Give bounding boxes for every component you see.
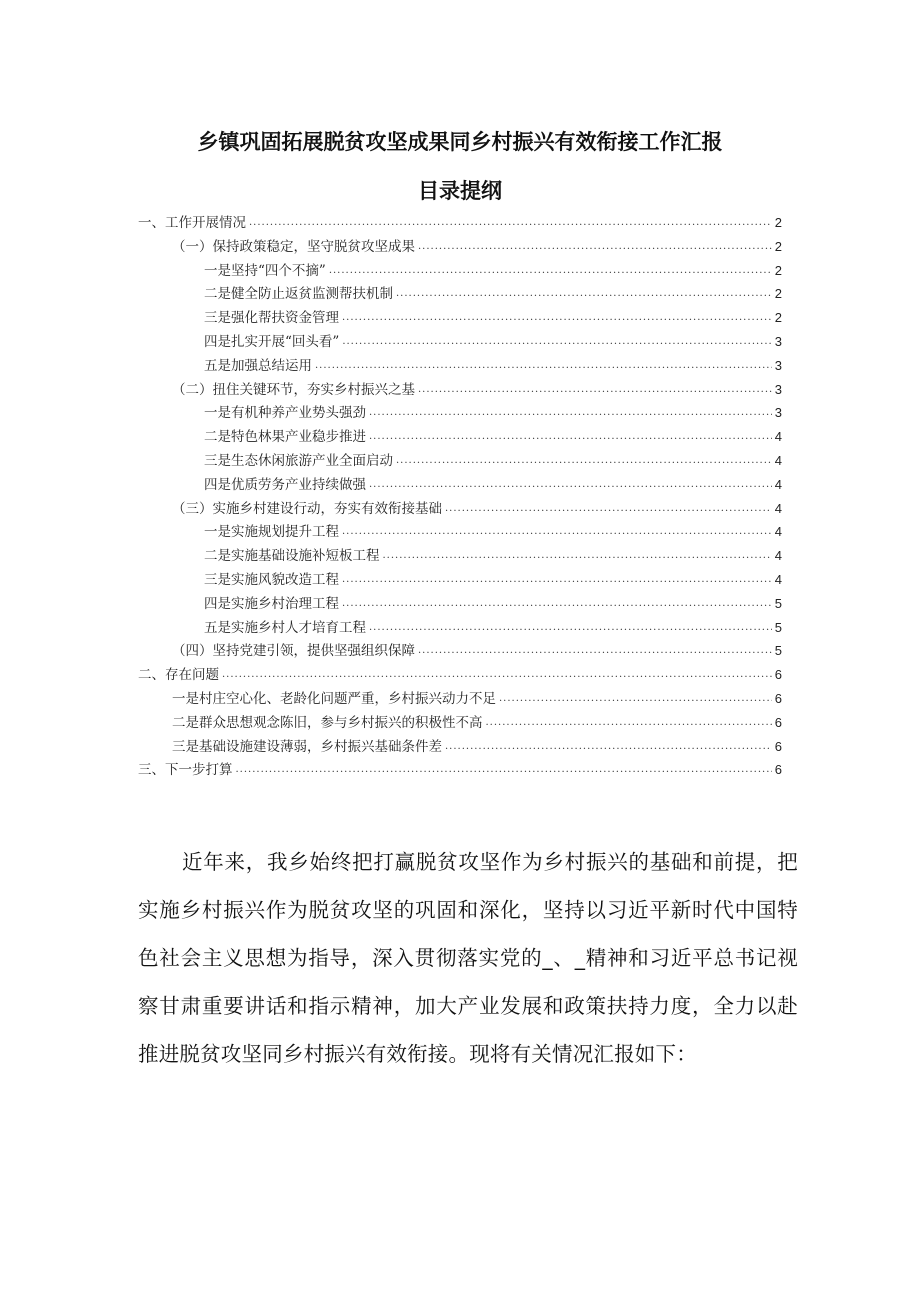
toc-entry-page-number: 2: [774, 238, 782, 254]
toc-leader-dots: [445, 739, 772, 755]
toc-entry[interactable]: [204, 569, 782, 591]
toc-entry-label: 二是实施基础设施补短板工程: [204, 548, 380, 565]
toc-leader-dots: [342, 310, 772, 326]
toc-entry[interactable]: [204, 474, 782, 496]
toc-leader-dots: [342, 524, 772, 540]
toc-leader-dots: [383, 548, 772, 564]
toc-entry[interactable]: [172, 640, 782, 662]
toc-entry-page-number: 3: [774, 405, 782, 421]
toc-entry[interactable]: [204, 283, 782, 305]
toc-leader-dots: [499, 691, 772, 707]
toc-entry-label: 三是基础设施建设薄弱，乡村振兴基础条件差: [172, 738, 442, 755]
toc-entry-label: 一是实施规划提升工程: [204, 524, 339, 541]
toc-entry[interactable]: [204, 331, 782, 353]
toc-entry[interactable]: [172, 236, 782, 258]
toc-entry-page-number: 4: [774, 476, 782, 492]
toc-entry-page-number: 5: [774, 619, 782, 635]
toc-entry-label: （三）实施乡村建设行动，夯实有效衔接基础: [172, 500, 442, 517]
toc-entry[interactable]: [204, 593, 782, 615]
toc-entry-page-number: 3: [774, 334, 782, 349]
toc-entry-page-number: 5: [774, 643, 782, 659]
toc-leader-dots: [396, 286, 772, 302]
toc-leader-dots: [396, 453, 772, 469]
toc-entry[interactable]: [204, 355, 782, 377]
toc-entry[interactable]: [204, 260, 782, 282]
toc-entry-label: 一、工作开展情况: [138, 215, 246, 231]
toc-entry-label: 四是扎实开展“回头看”: [204, 334, 340, 350]
toc-leader-dots: [249, 215, 772, 231]
toc-entry-page-number: 4: [774, 548, 782, 564]
toc-entry-page-number: 6: [774, 691, 782, 706]
toc-entry-label: 三是生态休闲旅游产业全面启动: [204, 453, 393, 469]
toc-leader-dots: [342, 334, 771, 350]
toc-entry-page-number: 3: [774, 357, 782, 373]
toc-entry-page-number: 2: [774, 286, 782, 302]
toc-leader-dots: [369, 405, 772, 421]
toc-entry-label: 二是特色林果产业稳步推进: [204, 429, 366, 446]
toc-entry[interactable]: [172, 379, 782, 401]
toc-entry-label: 四是优质劳务产业持续做强: [204, 476, 366, 493]
toc-entry-label: 三是强化帮扶资金管理: [204, 310, 339, 327]
toc-entry-page-number: 6: [774, 667, 782, 683]
toc-entry-page-number: 4: [774, 500, 782, 516]
toc-leader-dots: [369, 477, 772, 493]
toc-entry-page-number: 2: [774, 262, 782, 278]
toc-entry-page-number: 4: [774, 453, 782, 468]
toc-entry-label: 五是加强总结运用: [204, 357, 312, 374]
toc-entry[interactable]: [138, 664, 782, 686]
intro-paragraph: 近年来，我乡始终把打赢脱贫攻坚作为乡村振兴的基础和前提，把实施乡村振兴作为脱贫攻坚的巩固和深化，坚持以习近平新时代中国特色社会主义思想为指导，深入贯彻落实党的_、_精神和习近平总书记视察甘肃重要讲话和指示精神，加大产业发展和政策扶持力度，全力以赴推进脱贫攻坚同乡村振兴有效衔接。现将有关情况汇报如下：: [138, 850, 798, 1066]
toc-leader-dots: [329, 263, 772, 279]
toc-entry-label: 二是健全防止返贫监测帮扶机制: [204, 286, 393, 303]
toc-entry-page-number: 6: [774, 738, 782, 754]
toc-entry[interactable]: [204, 450, 782, 472]
toc-leader-dots: [342, 596, 772, 612]
toc-entry-page-number: 4: [774, 524, 782, 540]
toc-entry-label: 二、存在问题: [138, 667, 219, 684]
toc-entry-label: 一是坚持“四个不摘”: [204, 262, 326, 279]
toc-entry[interactable]: [172, 498, 782, 520]
toc-entry[interactable]: [138, 212, 782, 234]
toc-leader-dots: [369, 429, 772, 445]
toc-leader-dots: [315, 358, 772, 374]
toc-entry-label: 三是实施风貌改造工程: [204, 572, 339, 588]
toc-leader-dots: [222, 667, 772, 683]
toc-entry-page-number: 4: [774, 572, 782, 587]
toc-entry-label: 四是实施乡村治理工程: [204, 595, 339, 612]
toc-leader-dots: [369, 620, 772, 636]
toc-leader-dots: [418, 239, 772, 255]
toc-entry-label: 二是群众思想观念陈旧，参与乡村振兴的积极性不高: [172, 714, 483, 731]
toc-entry-label: 五是实施乡村人才培育工程: [204, 619, 366, 636]
toc-entry-page-number: 4: [774, 429, 782, 445]
toc-entry-page-number: 3: [774, 381, 782, 397]
toc-entry[interactable]: [172, 688, 782, 710]
document-title: 乡镇巩固拓展脱贫攻坚成果同乡村振兴有效衔接工作汇报: [197, 130, 723, 154]
toc-entry[interactable]: [204, 426, 782, 448]
toc-entry-page-number: 6: [774, 714, 782, 730]
toc-entry-label: 一是村庄空心化、老龄化问题严重，乡村振兴动力不足: [172, 691, 496, 707]
toc-entry[interactable]: [204, 307, 782, 329]
toc-leader-dots: [445, 501, 772, 517]
toc-leader-dots: [486, 715, 772, 731]
toc-leader-dots: [418, 643, 772, 659]
toc-leader-dots: [236, 762, 772, 778]
toc-entry[interactable]: [204, 521, 782, 543]
toc-entry-page-number: 2: [774, 310, 782, 326]
toc-entry-label: 一是有机种养产业势头强劲: [204, 405, 366, 422]
toc-entry-label: （二）扭住关键环节，夯实乡村振兴之基: [172, 381, 415, 398]
toc-entry-label: （四）坚持党建引领，提供坚强组织保障: [172, 643, 415, 660]
toc-entry[interactable]: [172, 712, 782, 734]
toc-leader-dots: [418, 382, 772, 398]
toc-leader-dots: [342, 572, 772, 588]
toc-entry[interactable]: [172, 736, 782, 758]
toc-entry[interactable]: [204, 545, 782, 567]
toc-entry[interactable]: [204, 617, 782, 639]
toc-heading: 目录提纲: [418, 179, 502, 203]
toc-entry-label: 三、下一步打算: [138, 762, 233, 779]
toc-entry-page-number: 6: [774, 762, 782, 778]
toc-entry[interactable]: [138, 759, 782, 781]
toc-entry-label: （一）保持政策稳定，坚守脱贫攻坚成果: [172, 238, 415, 255]
toc-entry-page-number: 5: [774, 595, 782, 611]
toc-entry[interactable]: [204, 402, 782, 424]
toc-entry-page-number: 2: [774, 215, 782, 230]
